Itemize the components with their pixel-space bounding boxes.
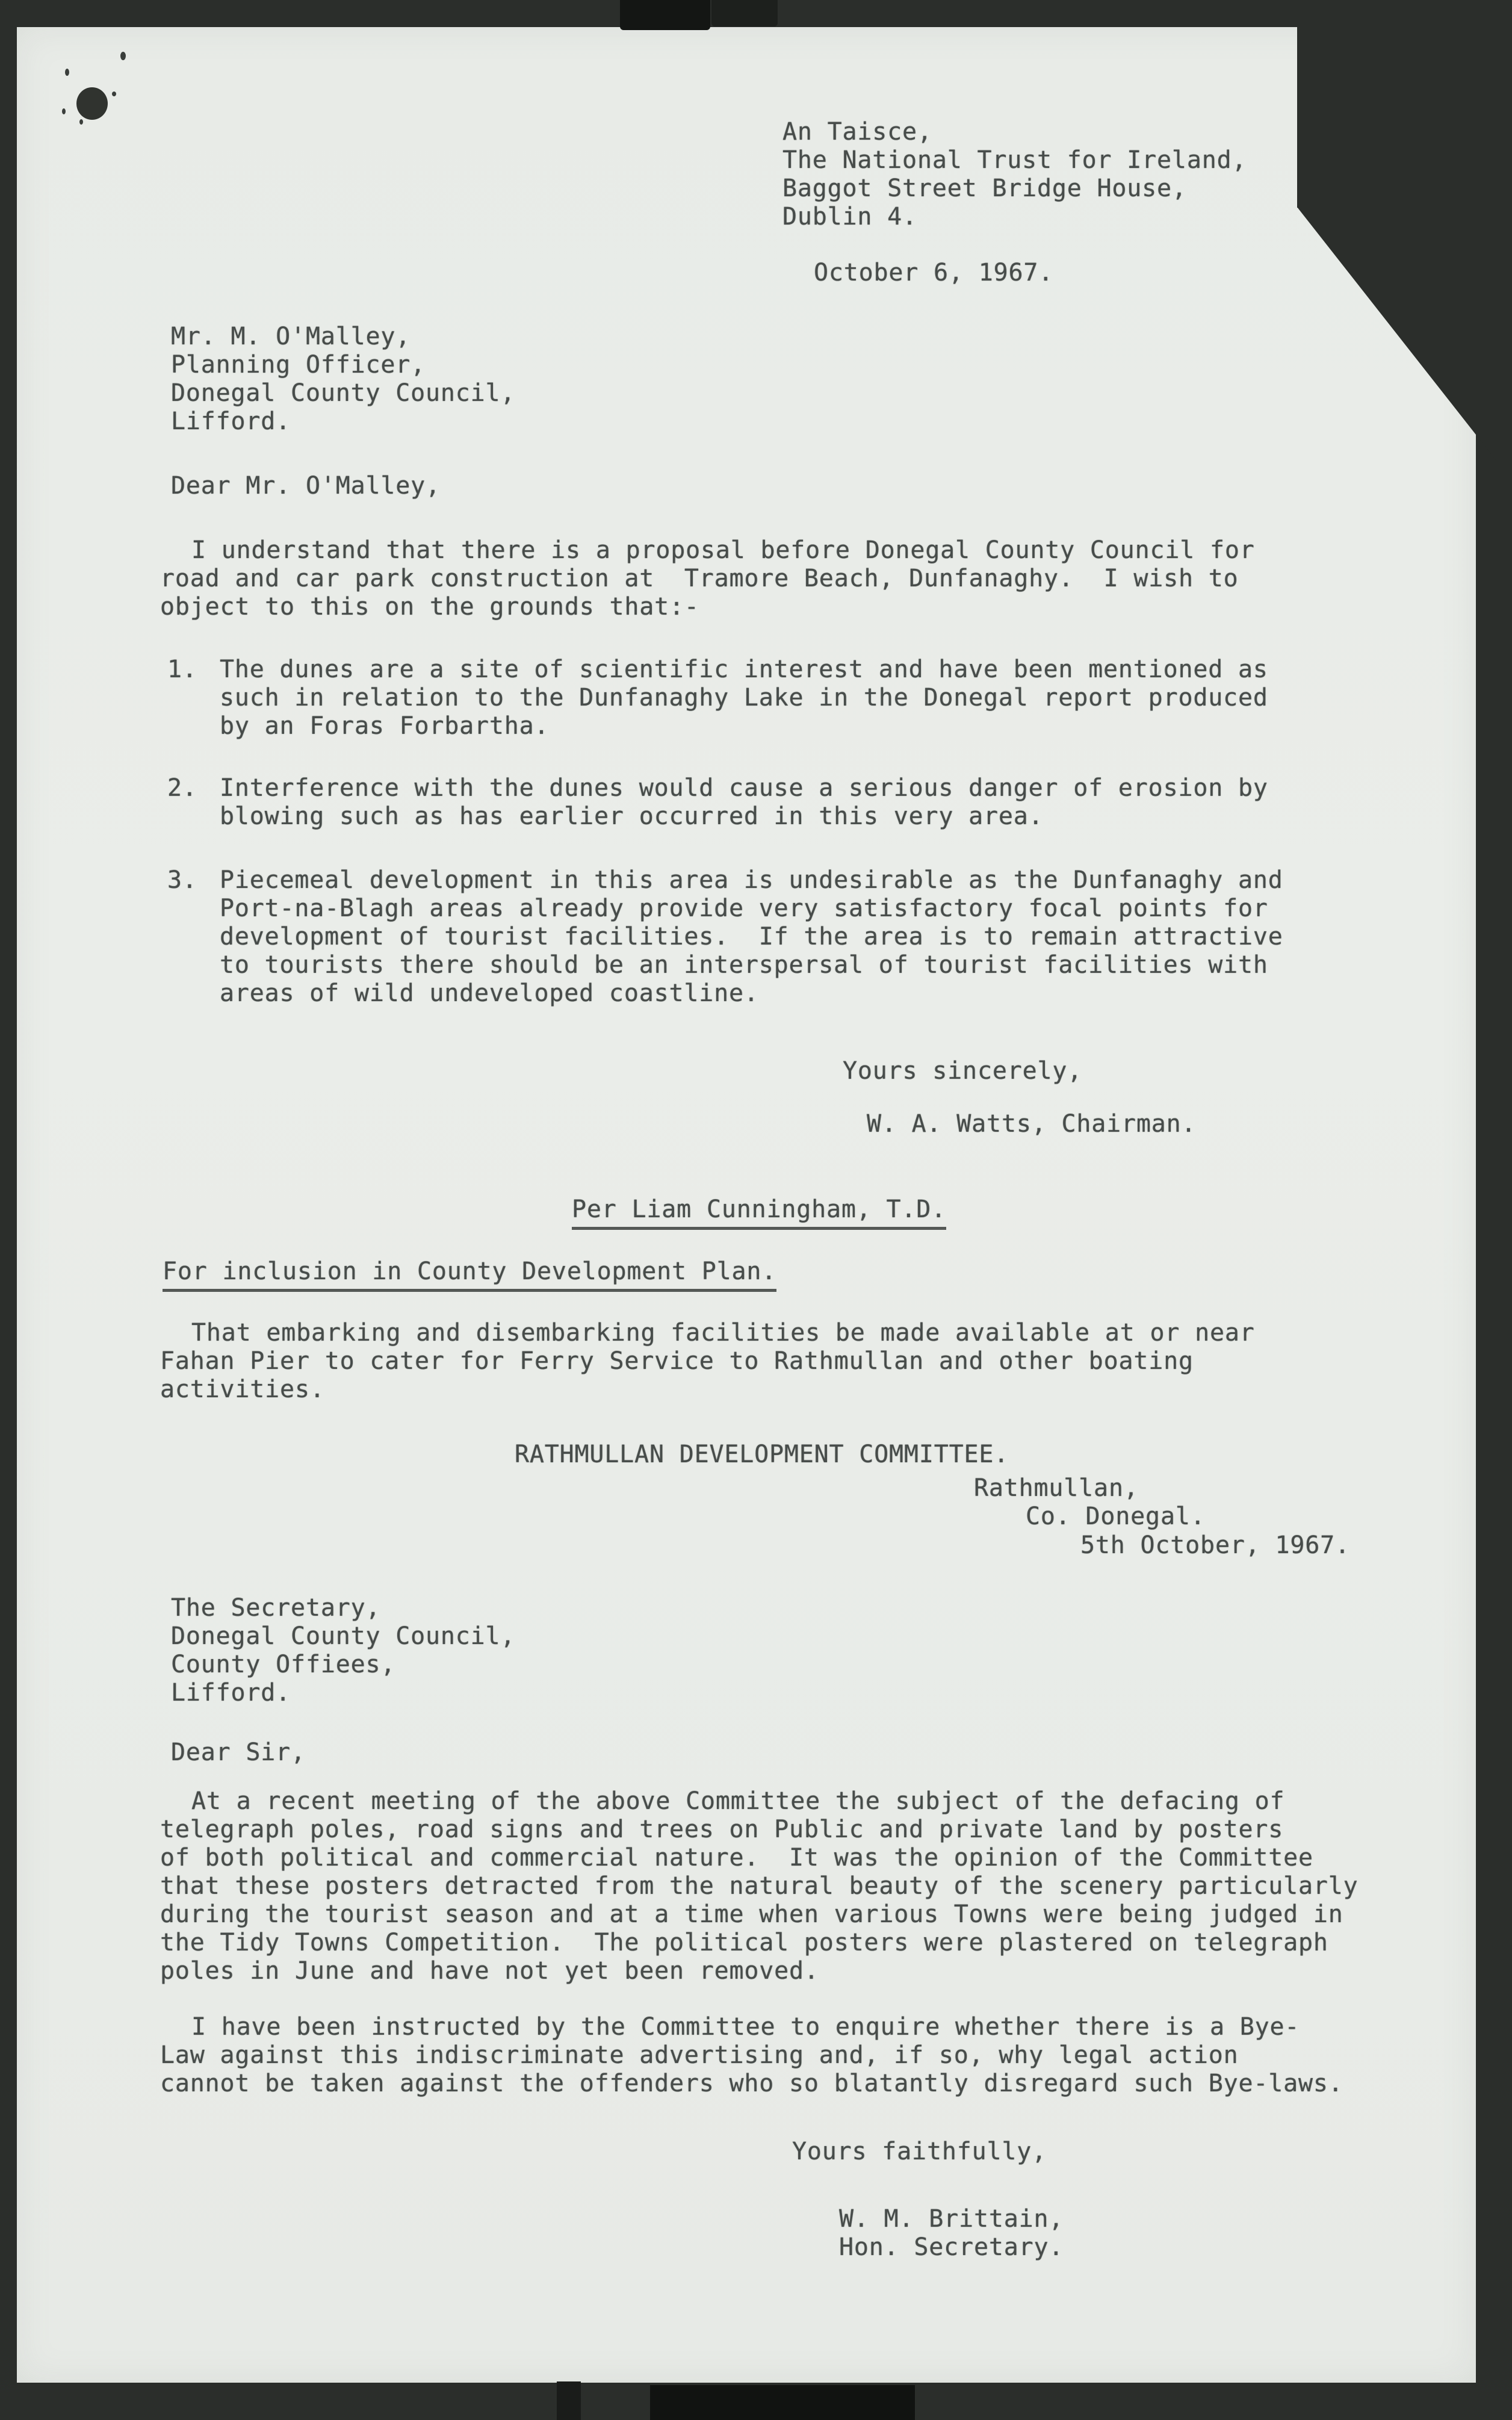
paragraph-line: telegraph poles, road signs and trees on Public and private land by posters (160, 1816, 1284, 1843)
intro-paragraph (160, 536, 1255, 621)
list-number: 1. (167, 656, 197, 683)
signature2 (839, 2205, 1064, 2262)
signature-line: Hon. Secretary. (839, 2233, 1064, 2261)
paragraph-line: Fahan Pier to cater for Ferry Service to Rathmullan and other boating (160, 1347, 1194, 1375)
letter2-date: 5th October, 1967. (1080, 1531, 1350, 1559)
list-text: Interference with the dunes would cause a serious danger of erosion by blowing such as has earlier occurred in this very area. (220, 774, 1268, 830)
paragraph-line: cannot be taken against the offenders who so blatantly disregard such Bye-laws. (160, 2070, 1343, 2097)
recipient2-address (171, 1594, 515, 1707)
sender-line: An Taisce, (782, 118, 932, 146)
recipient-line: County Offiees, (171, 1651, 396, 1678)
list-text: The dunes are a site of scientific interest and have been mentioned as such in relation to the Dunfanaghy Lake in the Donegal report produced by an Foras Forbartha. (220, 656, 1268, 740)
recipient-line: Planning Officer, (171, 351, 426, 379)
paragraph-line: object to this on the grounds that:- (160, 593, 699, 621)
signature: W. A. Watts, Chairman. (867, 1110, 1197, 1138)
paragraph-line: I understand that there is a proposal before Donegal County Council for (191, 536, 1255, 564)
sender-address (782, 118, 1247, 231)
recipient-line: Lifford. (171, 1679, 291, 1707)
sender-line: The National Trust for Ireland, (782, 146, 1247, 174)
recipient-line: Donegal County Council, (171, 1622, 516, 1650)
ink-speck (65, 69, 69, 76)
paragraph-line: activities. (160, 1376, 325, 1403)
list-item-2 (167, 774, 1268, 831)
ink-speck (62, 108, 66, 114)
salutation: Dear Mr. O'Malley, (171, 472, 441, 500)
list-text: Piecemeal development in this area is undesirable as the Dunfanaghy and Port-na-Blagh areas already provide very satisfactory focal points for development of tourist facilities. If the area is to remain attractive to tourists there should be an interspersal of tourist facilities with areas of wild undeveloped coastline. (220, 866, 1283, 1007)
recipient-address (171, 323, 515, 436)
scan-corner-shadow (1297, 27, 1496, 208)
ink-speck (120, 52, 126, 60)
body-paragraph-1 (160, 1787, 1359, 1985)
closing2: Yours faithfully, (792, 2138, 1047, 2165)
sender-line: Baggot Street Bridge House, (782, 175, 1187, 202)
list-number: 2. (167, 774, 197, 802)
list-item-1 (167, 656, 1268, 740)
recipient-line: Mr. M. O'Malley, (171, 323, 411, 350)
scan-bottom-block (650, 2385, 915, 2420)
paragraph-line: during the tourist season and at a time when various Towns were being judged in (160, 1900, 1343, 1928)
paragraph-line: of both political and commercial nature. It was the opinion of the Committee (160, 1844, 1313, 1872)
paragraph-line: road and car park construction at Tramore Beach, Dunfanaghy. I wish to (160, 565, 1239, 592)
section-heading: For inclusion in County Development Plan. (163, 1258, 776, 1292)
paragraph-line: poles in June and have not yet been removed. (160, 1957, 819, 1985)
ink-speck (112, 92, 116, 96)
note-paragraph (160, 1319, 1255, 1404)
scan-bottom-smudge (557, 2381, 581, 2420)
per-signatory: Per Liam Cunningham, T.D. (572, 1196, 946, 1230)
paragraph-line: that these posters detracted from the natural beauty of the scenery particularly (160, 1872, 1359, 1900)
signature-line: W. M. Brittain, (839, 2205, 1064, 2233)
salutation2: Dear Sir, (171, 1739, 306, 1766)
committee-address-town: Rathmullan, (974, 1474, 1139, 1502)
paragraph-line: I have been instructed by the Committee to enquire whether there is a Bye- (191, 2013, 1300, 2041)
ink-speck (79, 119, 83, 125)
recipient-line: The Secretary, (171, 1594, 381, 1622)
scan-top-tab (620, 0, 710, 30)
paragraph-line: That embarking and disembarking facilities be made available at or near (191, 1319, 1255, 1347)
letter-date: October 6, 1967. (814, 259, 1054, 287)
paragraph-line: the Tidy Towns Competition. The political posters were plastered on telegraph (160, 1929, 1328, 1956)
sender-line: Dublin 4. (782, 203, 917, 231)
paragraph-line: Law against this indiscriminate advertising and, if so, why legal action (160, 2041, 1239, 2069)
committee-address-county: Co. Donegal. (1026, 1503, 1206, 1530)
punch-hole (76, 87, 108, 120)
committee-heading: RATHMULLAN DEVELOPMENT COMMITTEE. (515, 1441, 1009, 1468)
list-number: 3. (167, 866, 197, 894)
paragraph-line: At a recent meeting of the above Committee the subject of the defacing of (191, 1787, 1285, 1815)
scan-top-tab-small (711, 0, 778, 26)
recipient-line: Lifford. (171, 408, 291, 435)
closing: Yours sincerely, (843, 1057, 1083, 1085)
body-paragraph-2 (160, 2013, 1343, 2098)
list-item-3 (167, 866, 1283, 1008)
recipient-line: Donegal County Council, (171, 379, 516, 407)
